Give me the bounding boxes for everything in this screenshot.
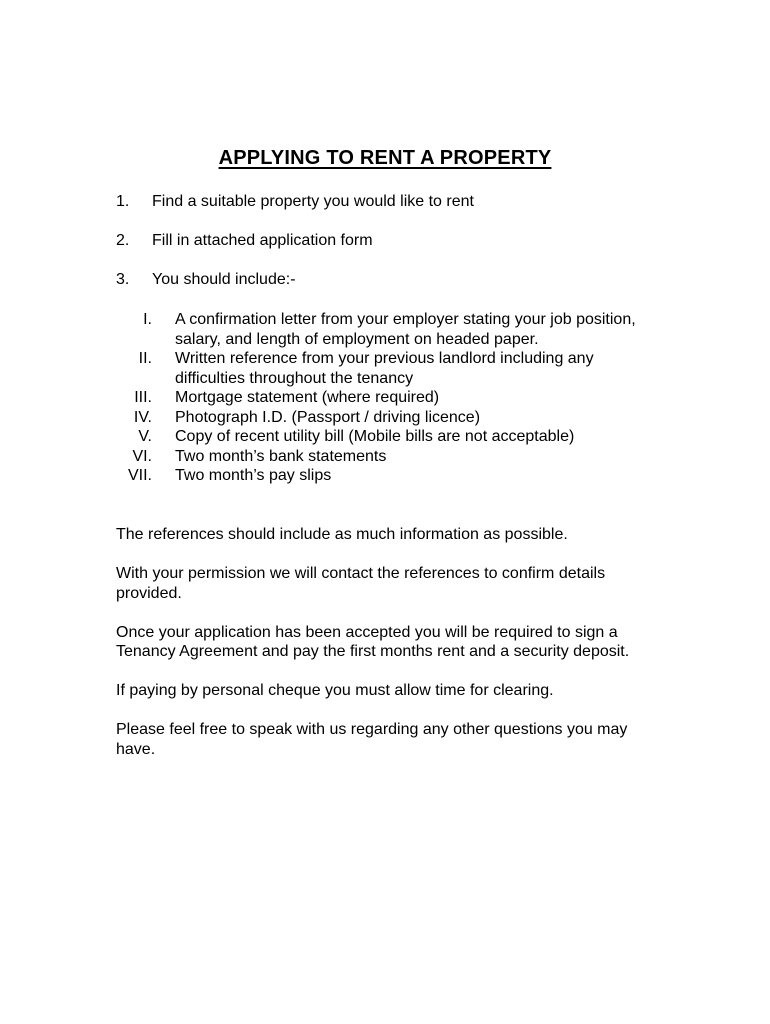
include-text: Photograph I.D. (Passport / driving licence) (175, 408, 481, 426)
list-item (116, 447, 676, 467)
list-item (116, 270, 676, 290)
list-item (116, 349, 676, 388)
includes-list (116, 310, 676, 486)
roman-numeral: IV. (133, 408, 152, 426)
roman-numeral: VII. (127, 467, 152, 484)
step-number: 1. (116, 193, 130, 210)
step-text: Find a suitable property you would like to rent (152, 193, 474, 210)
steps-list (116, 192, 676, 309)
page-title: APPLYING TO RENT A PROPERTY (218, 147, 552, 169)
roman-numeral: III. (134, 389, 152, 406)
list-item (116, 408, 676, 428)
step-text: Fill in attached application form (152, 232, 373, 249)
list-item (116, 192, 676, 212)
roman-numeral: II. (138, 350, 152, 367)
roman-numeral: V. (138, 428, 152, 445)
paragraph: Once your application has been accepted you will be required to sign a Tenancy Agreement and pay the first months rent and a security deposit. (116, 623, 630, 660)
paragraph: The references should include as much information as possible. (116, 526, 568, 543)
include-text: Written reference from your previous landlord including any difficulties throughout the tenancy (175, 350, 594, 387)
body-paragraphs (116, 525, 656, 779)
include-text: A confirmation letter from your employer stating your job position, salary, and length of employment on headed paper. (175, 311, 636, 348)
roman-numeral: I. (143, 311, 152, 328)
include-text: Two month’s bank statements (175, 447, 387, 465)
step-number: 2. (116, 232, 130, 249)
step-number: 3. (116, 271, 130, 288)
list-item (116, 388, 676, 408)
roman-numeral: VI. (132, 447, 152, 465)
list-item (116, 310, 676, 349)
paragraph: If paying by personal cheque you must allow time for clearing. (116, 682, 554, 699)
paragraph: Please feel free to speak with us regarding any other questions you may have. (116, 721, 628, 758)
list-item (116, 466, 676, 486)
list-item (116, 427, 676, 447)
paragraph: With your permission we will contact the references to confirm details provided. (116, 565, 606, 602)
include-text: Two month’s pay slips (175, 467, 332, 484)
list-item (116, 231, 676, 251)
include-text: Copy of recent utility bill (Mobile bills are not acceptable) (175, 428, 575, 445)
include-text: Mortgage statement (where required) (175, 389, 440, 406)
step-text: You should include:- (152, 271, 296, 288)
